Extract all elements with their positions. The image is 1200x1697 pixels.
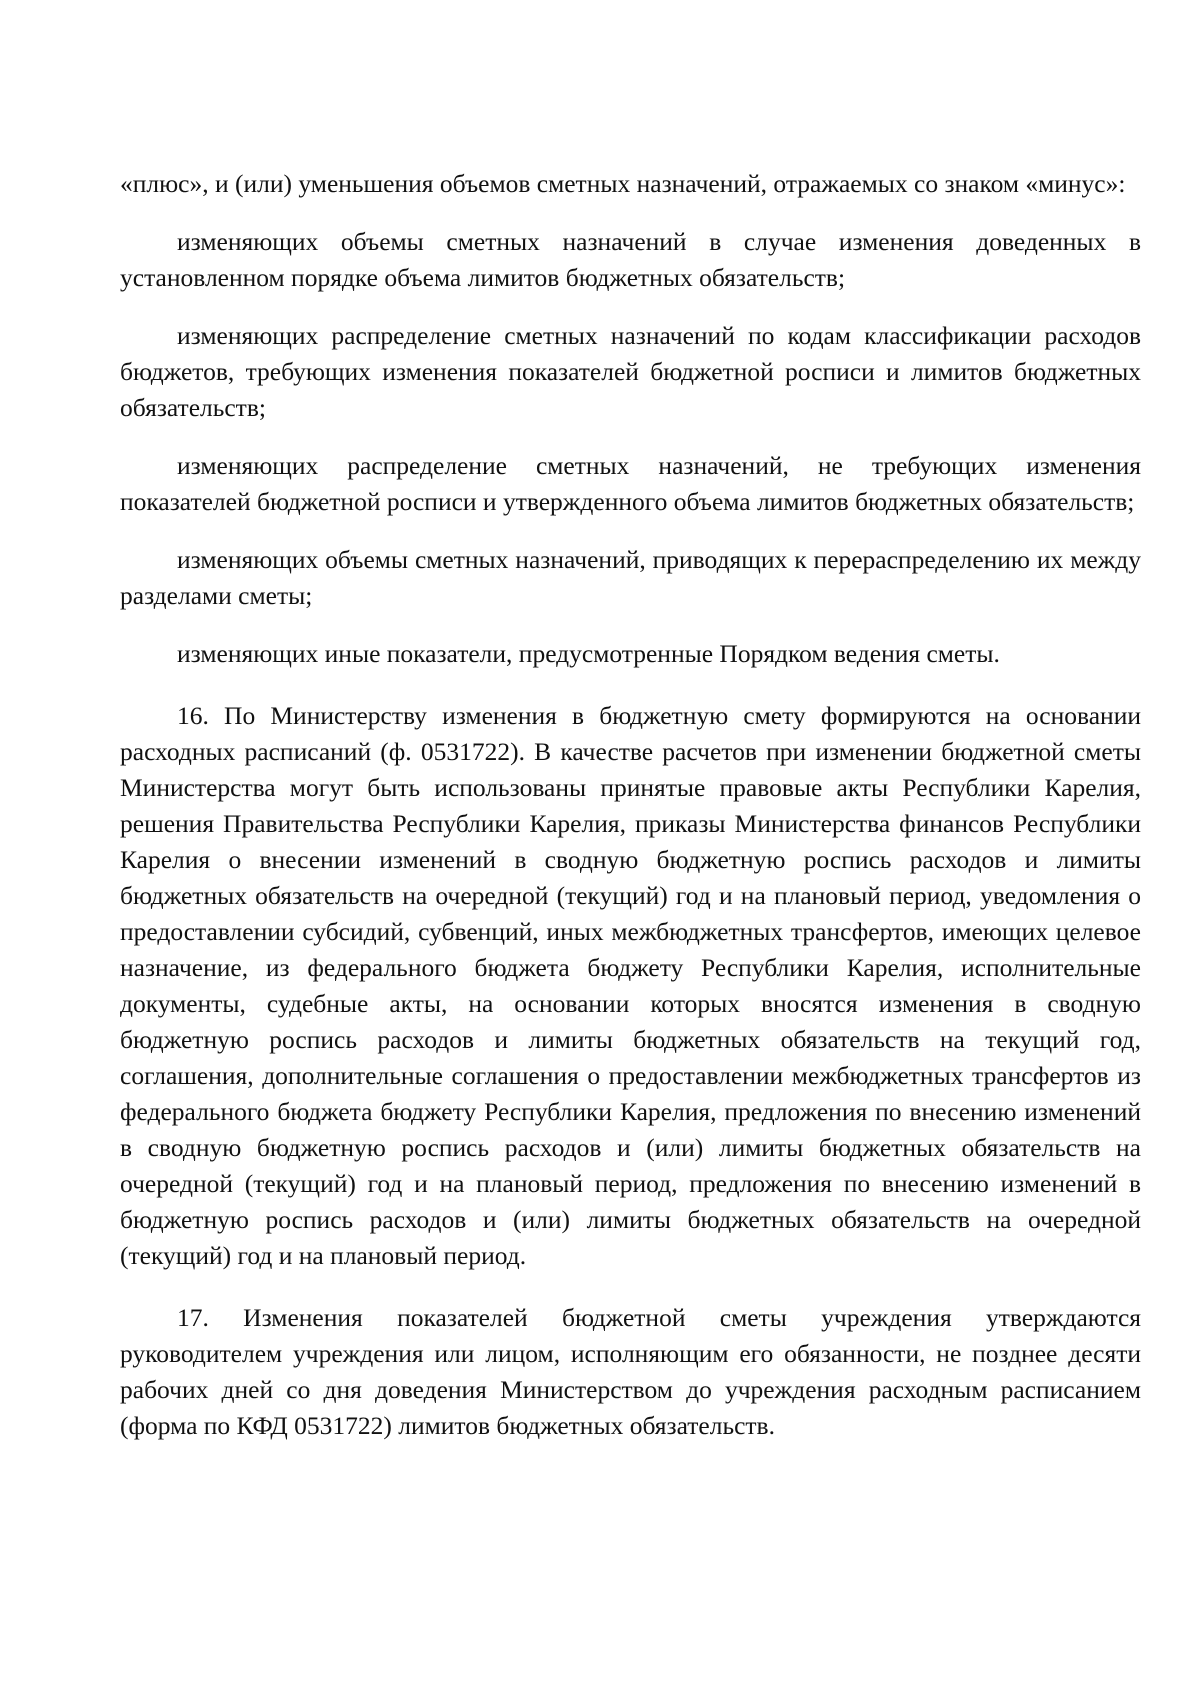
paragraph-17: 17. Изменения показателей бюджетной сметы учреждения утверждаются руководителем учреждения или лицом, исполняющим его обязанности, не позднее десяти рабочих дней со дня доведения Министерством до учреждения расходным расписанием (форма по КФД 0531722) лимитов бюджетных обязательств. (120, 1303, 1141, 1440)
document-body (120, 166, 1141, 1466)
list-item-classification-change: изменяющих распределение сметных назначений по кодам классификации расходов бюджетов, требующих изменения показателей бюджетной росписи и лимитов бюджетных обязательств; (120, 321, 1141, 422)
list-item-no-rospis-change: изменяющих распределение сметных назначений, не требующих изменения показателей бюджетной росписи и утвержденного объема лимитов бюджетных обязательств; (120, 451, 1141, 516)
paragraph-16: 16. По Министерству изменения в бюджетную смету формируются на основании расходных расписаний (ф. 0531722). В качестве расчетов при изменении бюджетной сметы Министерства могут быть использованы принятые правовые акты Республики Карелия, решения Правительства Республики Карелия, приказы Министерства финансов Республики Карелия о внесении изменений в сводную бюджетную роспись расходов и лимиты бюджетных обязательств на очередной (текущий) год и на плановый период, уведомления о предоставлении субсидий, субвенций, иных межбюджетных трансфертов, имеющих целевое назначение, из федерального бюджета бюджету Республики Карелия, исполнительные документы, судебные акты, на основании которых вносятся изменения в сводную бюджетную роспись расходов и лимиты бюджетных обязательств на текущий год, соглашения, дополнительные соглашения о предоставлении межбюджетных трансфертов из федерального бюджета бюджету Республики Карелия, предложения по внесению изменений в сводную бюджетную роспись расходов и (или) лимиты бюджетных обязательств на очередной (текущий) год и на плановый период, предложения по внесению изменений в бюджетную роспись расходов и (или) лимиты бюджетных обязательств на очередной (текущий) год и на плановый период. (120, 701, 1141, 1270)
list-item-other-indicators: изменяющих иные показатели, предусмотренные Порядком ведения сметы. (177, 639, 1000, 668)
list-item-limit-change: изменяющих объемы сметных назначений в случае изменения доведенных в установленном порядке объема лимитов бюджетных обязательств; (120, 227, 1141, 292)
paragraph-continuation: «плюс», и (или) уменьшения объемов сметных назначений, отражаемых со знаком «минус»: (120, 169, 1126, 198)
list-item-section-redistribution: изменяющих объемы сметных назначений, приводящих к перераспределению их между разделами сметы; (120, 545, 1141, 610)
